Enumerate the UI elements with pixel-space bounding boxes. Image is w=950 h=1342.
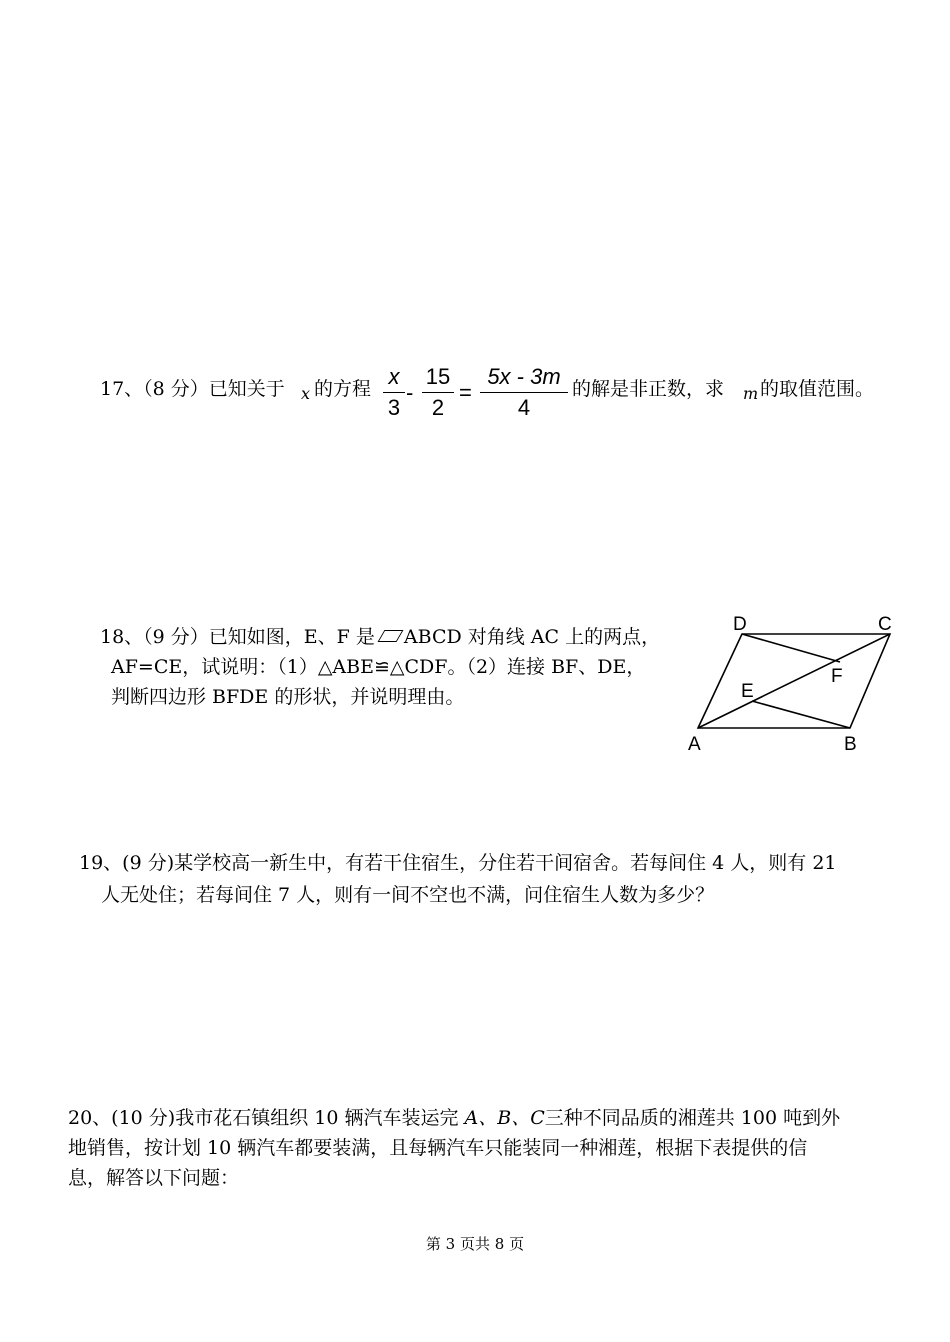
- q17-minus-sign: -: [406, 380, 414, 405]
- fraction-numerator: x: [388, 364, 400, 389]
- q20-line-1: [68, 1103, 840, 1130]
- q19-line-2: 人无处住；若每间住 7 人，则有一间不空也不满，问住宿生人数为多少？: [101, 884, 715, 906]
- q20-line-1-b: 三种不同品质的湘莲共 100 吨到外: [544, 1107, 841, 1129]
- label-a: A: [688, 734, 701, 755]
- segment-be: [752, 701, 850, 728]
- q18-line-2: AF=CE，试说明：（1）△ABE≌△CDF。（2）连接 BF、DE，: [111, 656, 646, 678]
- q18-line-1-a: 18、（9 分）已知如图，E、F 是: [100, 626, 375, 648]
- q19-line-1: 19、(9 分)某学校高一新生中，有若干住宿生，分住若干间宿舍。若每间住 4 人，则有 21: [79, 852, 837, 874]
- fraction-denominator: 3: [387, 395, 401, 420]
- q18-line-1-b: ABCD 对角线 AC 上的两点，: [403, 626, 661, 648]
- parallelogram-figure: [680, 610, 905, 755]
- label-e: E: [741, 681, 754, 702]
- parallelogram-icon: [377, 630, 403, 642]
- fraction-bar: [480, 392, 568, 393]
- label-d: D: [733, 614, 747, 635]
- q17-var-x: x: [301, 384, 311, 403]
- q17-equals-sign: =: [459, 380, 472, 405]
- q17-text-d: 的取值范围。: [760, 378, 875, 400]
- page-footer: 第 3 页共 8 页: [425, 1235, 525, 1253]
- q20-line-2: 地销售，按计划 10 辆汽车都要装满，且每辆汽车只能装同一种湘莲，根据下表提供的信: [68, 1137, 808, 1159]
- fraction-numerator: 15: [425, 364, 451, 389]
- fraction-bar: [383, 392, 405, 393]
- q17-text-c: 的解是非正数，求: [572, 378, 725, 400]
- fraction-denominator: 2: [431, 395, 445, 420]
- q18-line-1: [100, 622, 660, 649]
- q17-fraction-rhs: [480, 364, 568, 421]
- label-f: F: [831, 666, 843, 687]
- fraction-numerator: 5x - 3m: [487, 364, 561, 389]
- label-b: B: [844, 734, 857, 755]
- q20-line-3: 息，解答以下问题：: [68, 1167, 240, 1189]
- label-c: C: [878, 614, 892, 635]
- q17-fraction-15-over-2: [422, 364, 454, 421]
- q20-categories: A、B、C: [464, 1107, 545, 1129]
- q20-line-1-a: 20、(10 分)我市花石镇组织 10 辆汽车装运完: [68, 1107, 465, 1129]
- q18-line-3: 判断四边形 BFDE 的形状，并说明理由。: [111, 686, 465, 708]
- fraction-denominator: 4: [517, 395, 531, 420]
- q17-fraction-x-over-3: [383, 364, 405, 421]
- q17-text-b: 的方程: [314, 378, 372, 400]
- q17-var-m: m: [743, 384, 759, 403]
- segment-df: [742, 634, 840, 662]
- q17-lead: 17、（8 分）已知关于: [100, 378, 285, 400]
- fraction-bar: [422, 392, 454, 393]
